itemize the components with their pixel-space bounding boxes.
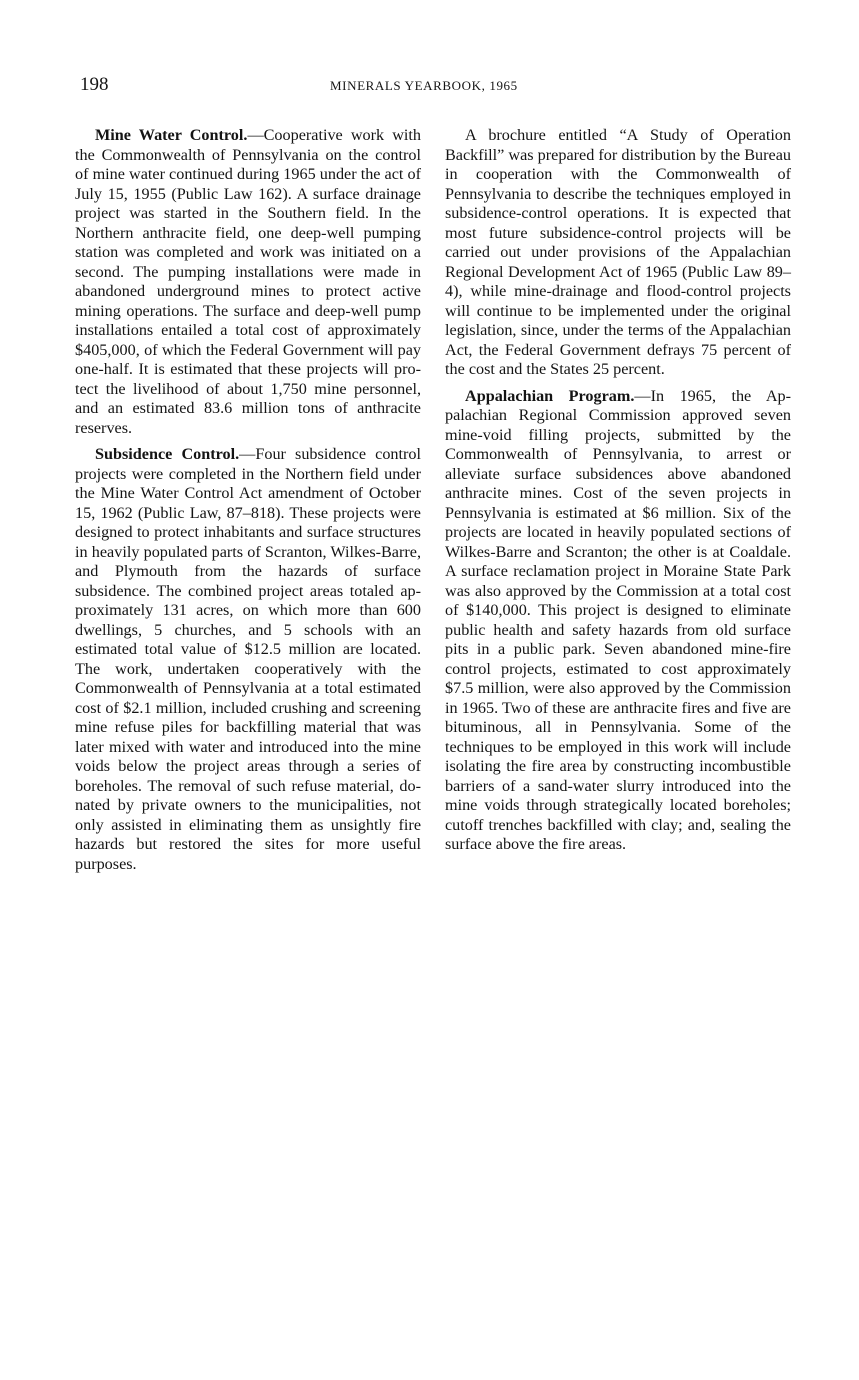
heading-subsidence-control: Subsidence Control. xyxy=(95,445,240,463)
body-mine-water-control: —Cooperative work with the Commonwealth of Pennsylvania on the control of mine water continued during 1965 under the act of July 15, 1955 (Public Law 162). A surface drainage project was started in the Southern field. In the Northern anthracite field, one deep-well pumping station was completed and work was initiated on a second. The pumping installations were made in abandoned underground mines to protect active mining operations. The surface and deep-well pump installations entailed a total cost of approximately $405,000, of which the Federal Government will pay one-half. It is estimated that these projects will protect the livelihood of about 1,750 mine personnel, and an estimated 83.6 million tons of anthracite reserves. xyxy=(75,126,421,437)
paragraph-subsidence-control xyxy=(75,445,421,874)
right-column xyxy=(445,126,791,862)
body-subsidence-control: —Four subsidence control projects were completed in the Northern field under the Mine Water Control Act amendment of October 15, 1962 (Public Law, 87–818). These projects were designed to protect inhabitants and surface structures in heavily populated parts of Scranton, Wilkes-Barre, and Plymouth from the hazards of surface subsidence. The combined project areas totaled approximately 131 acres, on which more than 600 dwellings, 5 churches, and 5 schools with an estimated total value of $12.5 million are located. The work, undertaken cooperatively with the Commonwealth of Pennsylvania at a total estimated cost of $2.1 million, included crushing and screening mine refuse piles for backfilling material that was later mixed with water and introduced into the mine voids below the project areas through a series of boreholes. The removal of such refuse material, donated by private owners to the municipalities, not only assisted in eliminating them as unsightly fire hazards but restored the sites for more useful purposes. xyxy=(75,445,421,873)
running-title: MINERALS YEARBOOK, 1965 xyxy=(330,78,518,93)
page-number: 198 xyxy=(80,74,109,95)
paragraph-operation-backfill xyxy=(445,126,791,380)
heading-appalachian-program: Appalachian Program. xyxy=(465,386,635,405)
body-operation-backfill: A brochure entitled “A Study of Operation Backfill” was prepared for distribution by the Bureau in cooperation with the Commonwealth of Pennsylvania to describe the techniques employed in subsidence-control operations. It is expected that most future subsidence-control projects will be carried out under provisions of the Appalachian Regional Development Act of 1965 (Public Law 89–4), while mine-drainage and flood-control projects will continue to be implemented under the original legislation, since, under the terms of the Appalachian Act, the Federal Government defrays 75 percent of the cost and the States 25 percent. xyxy=(445,126,791,378)
body-appalachian-program: —In 1965, the Appalachian Regional Commission approved seven mine-void filling projects, submitted by the Commonwealth of Pennsylvania, to arrest or alleviate surface subsidences above abandoned anthracite mines. Cost of the seven projects in Pennsylvania is estimated at $6 million. Six of the projects are located in heavily populated sections of Wilkes-Barre and Scranton; the other is at Coaldale. A surface reclamation project in Moraine State Park was also approved by the Commission at a total cost of $140,000. This project is designed to eliminate public health and safety hazards from old surface pits in a public park. Seven abandoned mine-fire control projects, estimated to cost approximately $7.5 million, were also approved by the Commission in 1965. Two of these are anthracite fires and five are bituminous, all in Pennsylvania. Some of the techniques to be employed in this work will include isolating the fire area by constructing incombustible barriers of a sand-water slurry introduced into the mine voids through strategically located boreholes; cutoff trenches backfilled with clay; and, sealing the surface above the fire areas. xyxy=(445,386,791,853)
heading-mine-water-control: Mine Water Control. xyxy=(95,126,248,144)
paragraph-mine-water-control xyxy=(75,126,421,438)
paragraph-appalachian-program xyxy=(445,387,791,855)
left-column xyxy=(75,126,421,881)
